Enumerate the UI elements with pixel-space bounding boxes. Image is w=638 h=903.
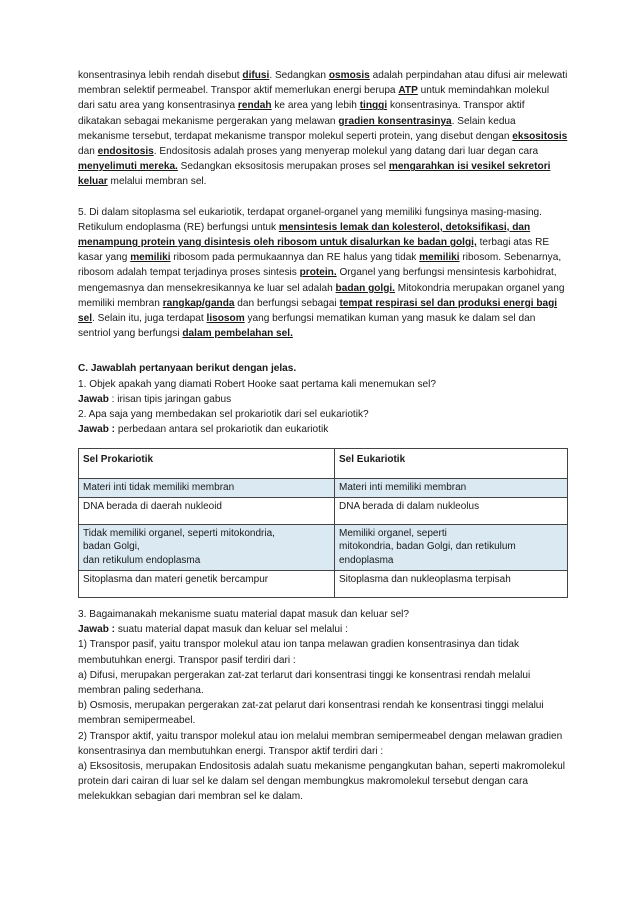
cell-line: Sitoplasma dan nukleoplasma terpisah — [339, 574, 511, 586]
cell-prokariotik — [79, 524, 335, 571]
emphasized-term: tempat respirasi sel dan produksi energi bagi sel — [78, 297, 558, 325]
emphasized-term: tinggi — [359, 100, 388, 112]
answer-3-item: b) Osmosis, merupakan pergerakan zat-zat pelarut dari konsentrasi rendah ke konsentrasi tinggi melalui membran semipermeabel. — [78, 700, 544, 727]
emphasized-term: gradien konsentrasinya — [338, 115, 452, 127]
text-run: ribosom pada permukaannya dan RE halus yang tidak — [170, 252, 420, 264]
cell-eukariotik — [335, 524, 568, 571]
text-run: Mitokondria merupakan organel yang memiliki membran — [78, 282, 565, 309]
text-run: melalui membran sel. — [107, 176, 207, 188]
answer-3 — [78, 622, 568, 637]
text-run: ke area yang lebih — [271, 100, 360, 112]
emphasized-term: memiliki — [130, 252, 171, 264]
emphasized-term: eksositosis — [512, 130, 568, 142]
emphasized-term: badan golgi. — [335, 282, 395, 294]
text-run: . Selain itu, juga terdapat — [92, 313, 207, 325]
emphasized-term: mensintesis lemak dan kolesterol, detoksifikasi, dan menampung protein yang disintesis oleh ribosom untuk disalurkan ke badan golgi, — [78, 221, 531, 249]
answer-3-item: 1) Transpor pasif, yaitu transpor molekul atau ion tanpa melawan gradien konsentrasinya dan tidak membutuhkan energi. Transpor pasif terdiri dari : — [78, 639, 520, 666]
header-prokariotik: Sel Prokariotik — [79, 449, 335, 479]
text-run: untuk memindahkan molekul dari satu area yang konsentrasinya — [78, 85, 550, 112]
text-run: konsentrasinya lebih rendah disebut — [78, 70, 243, 81]
paragraph-transport-summary — [78, 68, 568, 190]
emphasized-term: dalam pembelahan sel. — [182, 328, 293, 340]
emphasized-term: endositosis — [97, 146, 154, 158]
cell-prokariotik — [79, 478, 335, 498]
text-run: . Sedangkan — [269, 70, 329, 81]
cell-line: DNA berada di dalam nukleolus — [339, 501, 480, 513]
answer-3-list — [78, 637, 568, 804]
answer-3-label: Jawab : — [78, 624, 116, 636]
text-run: adalah perpindahan atau difusi air melewati membran selektif permeabel. Transpor aktif memerlukan energi berupa — [78, 70, 568, 97]
cell-line: Memiliki organel, seperti — [339, 527, 447, 539]
cell-line: Materi inti memiliki membran — [339, 481, 467, 493]
text-run: Sedangkan eksositosis merupakan proses sel — [177, 161, 389, 173]
text-run: yang berfungsi mematikan kuman yang masuk ke dalam sel dan sentriol yang berfungsi — [78, 313, 536, 340]
table-header-row — [79, 449, 568, 479]
emphasized-term: osmosis — [328, 70, 370, 81]
emphasized-term: menyelimuti mereka. — [78, 161, 178, 173]
section-c-heading: C. Jawablah pertanyaan berikut dengan jelas. — [78, 363, 297, 375]
answer-1 — [78, 392, 568, 407]
document-page — [78, 68, 568, 805]
cell-line: mitokondria, badan Golgi, dan retikulum — [339, 541, 516, 553]
answer-3-text: suatu material dapat masuk dan keluar sel melalui : — [115, 624, 348, 636]
emphasized-term: protein. — [299, 267, 337, 279]
cell-line: DNA berada di daerah nukleoid — [83, 501, 222, 513]
answer-3-item: a) Difusi, merupakan pergerakan zat-zat terlarut dari konsentrasi tinggi ke konsentrasi rendah melalui membran paling sederhana. — [78, 669, 531, 696]
text-run: Organel yang berfungsi mensintesis karbohidrat, mengemasnya dan mensekresikannya ke luar sel adalah — [78, 267, 557, 294]
emphasized-term: rendah — [237, 100, 272, 112]
answer-2 — [78, 422, 568, 437]
text-run: . Selain kedua mekanisme tersebut, terdapat mekanisme transpor molekul seperti protein, yang disebut dengan — [78, 115, 516, 142]
cell-line: Tidak memiliki organel, seperti mitokondria, — [83, 527, 275, 539]
answer-2-text: perbedaan antara sel prokariotik dan eukariotik — [115, 424, 329, 436]
answer-2-label: Jawab : — [78, 424, 116, 436]
cell-line: endoplasma — [339, 554, 394, 566]
cell-line: dan retikulum endoplasma — [83, 554, 201, 566]
text-run: ribosom. Sebenarnya, ribosom adalah tempat terjadinya proses sintesis — [78, 252, 562, 279]
cell-eukariotik — [335, 478, 568, 498]
paragraph-organelles — [78, 205, 568, 342]
table-row — [79, 571, 568, 598]
question-3: 3. Bagaimanakah mekanisme suatu material dapat masuk dan keluar sel? — [78, 608, 410, 620]
emphasized-term: mengarahkan isi vesikel sekretori keluar — [78, 161, 551, 188]
table-row — [79, 498, 568, 525]
answer-3-item: 2) Transpor aktif, yaitu transpor molekul atau ion melalui membran semipermeabel dengan melawan gradien konsentrasinya dan membutuhkan energi. Transpor aktif terdiri dari : — [78, 730, 563, 757]
answer-3-item: a) Eksositosis, merupakan Endositosis adalah suatu mekanisme pengangkutan bahan, seperti makromolekul protein dari cairan di luar sel ke dalam sel dengan membungkus makromolekul tersebut dengan cara melekukkan sebagian dari membran sel ke dalam. — [78, 761, 566, 803]
emphasized-term: rangkap/ganda — [162, 297, 235, 309]
comparison-table — [78, 448, 568, 598]
text-run: dan — [78, 146, 98, 158]
text-run: 5. Di dalam sitoplasma sel eukariotik, terdapat organel-organel yang memiliki fungsinya masing-masing. Retikulum endoplasma (RE) berfungsi untuk — [78, 206, 542, 233]
header-eukariotik: Sel Eukariotik — [335, 449, 568, 479]
table-row — [79, 478, 568, 498]
cell-line: Materi inti tidak memiliki membran — [83, 481, 235, 493]
text-run: konsentrasinya. Transpor aktif dikatakan sebagai mekanisme pergerakan yang melawan — [78, 100, 525, 127]
cell-eukariotik — [335, 498, 568, 525]
question-1: 1. Objek apakah yang diamati Robert Hooke saat pertama kali menemukan sel? — [78, 378, 436, 390]
emphasized-term: difusi — [242, 70, 270, 81]
table-row — [79, 524, 568, 571]
text-run: terbagi atas RE kasar yang — [78, 237, 550, 264]
cell-line: badan Golgi, — [83, 541, 140, 553]
cell-prokariotik — [79, 571, 335, 598]
text-run: dan berfungsi sebagai — [234, 297, 340, 309]
emphasized-term: memiliki — [419, 252, 460, 264]
cell-line: Sitoplasma dan materi genetik bercampur — [83, 574, 269, 586]
emphasized-term: lisosom — [206, 313, 245, 325]
answer-1-text: : irisan tipis jaringan gabus — [108, 393, 232, 405]
cell-eukariotik — [335, 571, 568, 598]
answer-1-label: Jawab — [78, 393, 109, 405]
cell-prokariotik — [79, 498, 335, 525]
text-run: . Endositosis adalah proses yang menyerap molekul yang datang dari luar degan cara — [153, 146, 539, 158]
question-2: 2. Apa saja yang membedakan sel prokariotik dari sel eukariotik? — [78, 409, 369, 421]
emphasized-term: ATP — [398, 85, 418, 97]
